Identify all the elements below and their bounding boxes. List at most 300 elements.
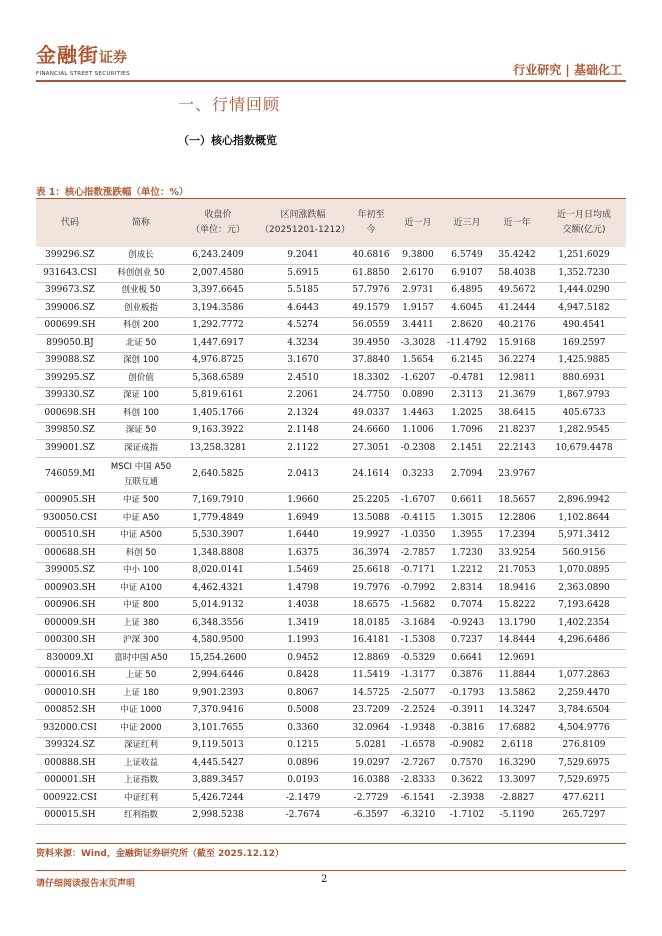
value-cell: 0.8428 — [258, 667, 348, 685]
value-cell: 41.2444 — [492, 300, 542, 318]
value-cell: 24.7750 — [348, 387, 394, 405]
index-code-cell: 000010.SH — [36, 685, 104, 703]
value-cell: -3.1684 — [394, 615, 442, 633]
index-name-cell: 富时中国 A50 — [104, 650, 178, 668]
table-row — [36, 370, 626, 388]
value-cell: -11.4792 — [442, 335, 492, 353]
value-cell: 5,014.9132 — [178, 597, 258, 615]
value-cell: 6.5749 — [442, 247, 492, 265]
table-row — [36, 685, 626, 703]
index-performance-table — [36, 199, 626, 825]
index-code-cell: 000905.SH — [36, 492, 104, 510]
value-cell: -2.7857 — [394, 545, 442, 563]
value-cell: 3,784.6504 — [542, 702, 626, 720]
value-cell: -0.3911 — [442, 702, 492, 720]
value-cell: 2.7094 — [442, 457, 492, 492]
value-cell: 9.2041 — [258, 247, 348, 265]
value-cell: 27.3051 — [348, 440, 394, 458]
index-name-cell: 科创 100 — [104, 405, 178, 423]
index-code-cell: 399673.SZ — [36, 282, 104, 300]
table-header-row — [36, 199, 626, 247]
value-cell: 35.4242 — [492, 247, 542, 265]
index-code-cell: 399296.SZ — [36, 247, 104, 265]
value-cell: -1.5682 — [394, 597, 442, 615]
value-cell: 5,426.7244 — [178, 790, 258, 808]
value-cell: 6,348.3556 — [178, 615, 258, 633]
value-cell: -6.3210 — [394, 807, 442, 825]
value-cell: 4.6045 — [442, 300, 492, 318]
value-cell: 1.6440 — [258, 527, 348, 545]
value-cell: -6.1541 — [394, 790, 442, 808]
value-cell: 15.8222 — [492, 597, 542, 615]
value-cell: 39.4950 — [348, 335, 394, 353]
table-row — [36, 265, 626, 283]
index-code-cell: 000906.SH — [36, 597, 104, 615]
value-cell: -1.6707 — [394, 492, 442, 510]
value-cell: 1.4463 — [394, 405, 442, 423]
value-cell: 3,101.7655 — [178, 720, 258, 738]
value-cell: 25.2205 — [348, 492, 394, 510]
index-name-cell: MSCI 中国 A50 互联互通 — [104, 457, 178, 492]
value-cell: 2.1324 — [258, 405, 348, 423]
value-cell: 2.1148 — [258, 422, 348, 440]
index-name-cell: 创价值 — [104, 370, 178, 388]
index-code-cell: 930050.CSI — [36, 510, 104, 528]
value-cell: 12.9811 — [492, 370, 542, 388]
value-cell: 2,259.4470 — [542, 685, 626, 703]
value-cell: 13,258.3281 — [178, 440, 258, 458]
value-cell: 12.2806 — [492, 510, 542, 528]
index-code-cell: 000009.SH — [36, 615, 104, 633]
value-cell: 19.9927 — [348, 527, 394, 545]
value-cell: 13.1790 — [492, 615, 542, 633]
value-cell: 0.6611 — [442, 492, 492, 510]
index-name-cell: 北证 50 — [104, 335, 178, 353]
value-cell: 2,640.5825 — [178, 457, 258, 492]
value-cell: 15.9168 — [492, 335, 542, 353]
value-cell: 12.8869 — [348, 650, 394, 668]
index-code-cell: 000699.SH — [36, 317, 104, 335]
value-cell: 4,947.5182 — [542, 300, 626, 318]
table-row — [36, 790, 626, 808]
value-cell: -0.4781 — [442, 370, 492, 388]
value-cell: 0.3360 — [258, 720, 348, 738]
value-cell: 3,194.3586 — [178, 300, 258, 318]
value-cell: 7,169.7910 — [178, 492, 258, 510]
value-cell: 14.5725 — [348, 685, 394, 703]
table-row — [36, 440, 626, 458]
value-cell: 0.0193 — [258, 772, 348, 790]
value-cell: -2.8333 — [394, 772, 442, 790]
section-title: 一、行情回顾 — [178, 95, 281, 114]
value-cell: 5.6915 — [258, 265, 348, 283]
value-cell: -2.3938 — [442, 790, 492, 808]
index-code-cell: 000903.SH — [36, 580, 104, 598]
value-cell: 7,370.9416 — [178, 702, 258, 720]
value-cell: 24.1614 — [348, 457, 394, 492]
column-header: 年初至 今 — [348, 199, 394, 247]
value-cell: 5,819.6161 — [178, 387, 258, 405]
value-cell: 1.4798 — [258, 580, 348, 598]
value-cell — [542, 457, 626, 492]
value-cell: 1.6949 — [258, 510, 348, 528]
value-cell: 58.4038 — [492, 265, 542, 283]
index-code-cell: 000688.SH — [36, 545, 104, 563]
table-row — [36, 615, 626, 633]
table-row — [36, 737, 626, 755]
index-name-cell: 红利指数 — [104, 807, 178, 825]
table-row — [36, 580, 626, 598]
index-name-cell: 深证 50 — [104, 422, 178, 440]
value-cell: 11.5419 — [348, 667, 394, 685]
index-code-cell: 000922.CSI — [36, 790, 104, 808]
value-cell: 2.3113 — [442, 387, 492, 405]
value-cell: 2.8620 — [442, 317, 492, 335]
table-row — [36, 667, 626, 685]
value-cell: 8,020.0141 — [178, 562, 258, 580]
value-cell: 1.9660 — [258, 492, 348, 510]
footer-divider — [36, 870, 626, 871]
value-cell: 9,901.2393 — [178, 685, 258, 703]
value-cell: 14.3247 — [492, 702, 542, 720]
value-cell: -0.1793 — [442, 685, 492, 703]
value-cell: -2.2524 — [394, 702, 442, 720]
index-name-cell: 上证 50 — [104, 667, 178, 685]
value-cell: 2.1451 — [442, 440, 492, 458]
value-cell: -2.7729 — [348, 790, 394, 808]
report-category: 行业研究 | 基础化工 — [513, 63, 622, 77]
value-cell: 5,368.6589 — [178, 370, 258, 388]
value-cell: -2.7674 — [258, 807, 348, 825]
value-cell: 0.0896 — [258, 755, 348, 773]
value-cell: 1,867.9793 — [542, 387, 626, 405]
value-cell: 1.1993 — [258, 632, 348, 650]
index-name-cell: 创成长 — [104, 247, 178, 265]
value-cell: 6,243.2409 — [178, 247, 258, 265]
value-cell: 0.0890 — [394, 387, 442, 405]
value-cell: 1.2212 — [442, 562, 492, 580]
value-cell: 23.7209 — [348, 702, 394, 720]
source-divider — [36, 843, 626, 844]
value-cell: 49.5672 — [492, 282, 542, 300]
index-code-cell: 932000.CSI — [36, 720, 104, 738]
value-cell: 0.3233 — [394, 457, 442, 492]
index-name-cell: 科创 200 — [104, 317, 178, 335]
table-row — [36, 300, 626, 318]
value-cell: 4,462.4321 — [178, 580, 258, 598]
value-cell: 18.5657 — [492, 492, 542, 510]
value-cell: 2.6170 — [394, 265, 442, 283]
index-code-cell: 000015.SH — [36, 807, 104, 825]
value-cell: -0.4115 — [394, 510, 442, 528]
value-cell: 9,163.3922 — [178, 422, 258, 440]
value-cell: 4.5274 — [258, 317, 348, 335]
index-name-cell: 中证 A50 — [104, 510, 178, 528]
value-cell: 1,077.2863 — [542, 667, 626, 685]
index-name-cell: 深证成指 — [104, 440, 178, 458]
index-name-cell: 中证红利 — [104, 790, 178, 808]
value-cell: 6.9107 — [442, 265, 492, 283]
value-cell: -5.1190 — [492, 807, 542, 825]
value-cell: 3,889.3457 — [178, 772, 258, 790]
index-code-cell: 000888.SH — [36, 755, 104, 773]
value-cell: 2.9731 — [394, 282, 442, 300]
value-cell: 33.9254 — [492, 545, 542, 563]
sub-title: （一）核心指数概览 — [178, 134, 277, 147]
value-cell: 1.3955 — [442, 527, 492, 545]
value-cell: 6.2145 — [442, 352, 492, 370]
logo-english: FINANCIAL STREET SECURITIES — [36, 71, 130, 77]
value-cell: 276.8109 — [542, 737, 626, 755]
data-source: 资料来源：Wind，金融街证券研究所（截至 2025.12.12） — [36, 849, 284, 859]
value-cell: 0.7570 — [442, 755, 492, 773]
value-cell: 2.0413 — [258, 457, 348, 492]
value-cell: 1.2025 — [442, 405, 492, 423]
value-cell: 5,530.3907 — [178, 527, 258, 545]
value-cell: 0.9452 — [258, 650, 348, 668]
table-row — [36, 755, 626, 773]
index-code-cell: 399324.SZ — [36, 737, 104, 755]
value-cell: 23.9767 — [492, 457, 542, 492]
value-cell: -0.9082 — [442, 737, 492, 755]
index-name-cell: 中证 A500 — [104, 527, 178, 545]
index-name-cell: 中证 800 — [104, 597, 178, 615]
value-cell: -1.5308 — [394, 632, 442, 650]
value-cell: 49.0337 — [348, 405, 394, 423]
value-cell: 4,296.6486 — [542, 632, 626, 650]
value-cell: 0.8067 — [258, 685, 348, 703]
table-caption: 表 1：核心指数涨跌幅（单位：%） — [36, 187, 189, 198]
column-header: 近一年 — [492, 199, 542, 247]
table-row — [36, 527, 626, 545]
column-header: 简称 — [104, 199, 178, 247]
value-cell: 16.4181 — [348, 632, 394, 650]
value-cell: 490.4541 — [542, 317, 626, 335]
value-cell: -1.6578 — [394, 737, 442, 755]
value-cell: 2,994.6446 — [178, 667, 258, 685]
value-cell: 7,529.6975 — [542, 755, 626, 773]
value-cell: 3.4411 — [394, 317, 442, 335]
value-cell: 14.8444 — [492, 632, 542, 650]
index-code-cell: 000016.SH — [36, 667, 104, 685]
value-cell: 36.3974 — [348, 545, 394, 563]
value-cell: 36.2274 — [492, 352, 542, 370]
value-cell: 12.9691 — [492, 650, 542, 668]
value-cell — [542, 650, 626, 668]
table-row — [36, 702, 626, 720]
value-cell: 9.3800 — [394, 247, 442, 265]
value-cell: 1.5654 — [394, 352, 442, 370]
value-cell: 19.0297 — [348, 755, 394, 773]
value-cell: 18.6575 — [348, 597, 394, 615]
value-cell: 1,251.6029 — [542, 247, 626, 265]
value-cell: 0.3622 — [442, 772, 492, 790]
value-cell: 15,254.2600 — [178, 650, 258, 668]
value-cell: 1,292.7772 — [178, 317, 258, 335]
column-header: 近三月 — [442, 199, 492, 247]
value-cell: 265.7297 — [542, 807, 626, 825]
logo-text: 金融街证券 — [36, 43, 127, 67]
value-cell: 1,282.9545 — [542, 422, 626, 440]
table-row — [36, 282, 626, 300]
value-cell: 2,896.9942 — [542, 492, 626, 510]
value-cell: 13.5862 — [492, 685, 542, 703]
value-cell: -2.1479 — [258, 790, 348, 808]
value-cell: 4,580.9500 — [178, 632, 258, 650]
index-name-cell: 沪深 300 — [104, 632, 178, 650]
column-header: 代码 — [36, 199, 104, 247]
value-cell: -0.3816 — [442, 720, 492, 738]
value-cell: 169.2597 — [542, 335, 626, 353]
value-cell: -1.7102 — [442, 807, 492, 825]
value-cell: 0.7237 — [442, 632, 492, 650]
value-cell: 18.3302 — [348, 370, 394, 388]
value-cell: 0.1215 — [258, 737, 348, 755]
value-cell: 19.7976 — [348, 580, 394, 598]
value-cell: 0.3876 — [442, 667, 492, 685]
index-code-cell: 000852.SH — [36, 702, 104, 720]
index-code-cell: 931643.CSI — [36, 265, 104, 283]
value-cell: -0.2308 — [394, 440, 442, 458]
index-code-cell: 399006.SZ — [36, 300, 104, 318]
table-row — [36, 422, 626, 440]
index-name-cell: 深创 100 — [104, 352, 178, 370]
index-name-cell: 上证 180 — [104, 685, 178, 703]
value-cell: -2.5077 — [394, 685, 442, 703]
value-cell: 61.8850 — [348, 265, 394, 283]
index-code-cell: 746059.MI — [36, 457, 104, 492]
value-cell: 1,102.8644 — [542, 510, 626, 528]
table-row — [36, 772, 626, 790]
value-cell: 18.9416 — [492, 580, 542, 598]
table-row — [36, 335, 626, 353]
table-row — [36, 247, 626, 265]
value-cell: 21.8237 — [492, 422, 542, 440]
value-cell: -1.6207 — [394, 370, 442, 388]
value-cell: 0.5008 — [258, 702, 348, 720]
value-cell: 4,445.5427 — [178, 755, 258, 773]
value-cell: 56.0559 — [348, 317, 394, 335]
value-cell: 2.6118 — [492, 737, 542, 755]
value-cell: 6.4895 — [442, 282, 492, 300]
value-cell: 1.9157 — [394, 300, 442, 318]
table-row — [36, 492, 626, 510]
index-code-cell: 399295.SZ — [36, 370, 104, 388]
company-logo — [36, 44, 196, 80]
value-cell: 1,348.8808 — [178, 545, 258, 563]
value-cell: 1,444.0290 — [542, 282, 626, 300]
index-code-cell: 399088.SZ — [36, 352, 104, 370]
value-cell: 57.7976 — [348, 282, 394, 300]
table-row — [36, 457, 626, 492]
table-row — [36, 807, 626, 825]
table-row — [36, 597, 626, 615]
table-row — [36, 352, 626, 370]
value-cell: 21.7053 — [492, 562, 542, 580]
value-cell: 17.6882 — [492, 720, 542, 738]
page-number: 2 — [321, 874, 328, 885]
value-cell: 13.3097 — [492, 772, 542, 790]
index-name-cell: 科创创业 50 — [104, 265, 178, 283]
value-cell: 21.3679 — [492, 387, 542, 405]
table-row — [36, 510, 626, 528]
column-header: 近一月 — [394, 199, 442, 247]
value-cell: -1.9348 — [394, 720, 442, 738]
table-row — [36, 545, 626, 563]
value-cell: 0.6641 — [442, 650, 492, 668]
index-code-cell: 399850.SZ — [36, 422, 104, 440]
table-row — [36, 317, 626, 335]
value-cell: 25.6618 — [348, 562, 394, 580]
value-cell: 4,976.8725 — [178, 352, 258, 370]
index-code-cell: 000300.SH — [36, 632, 104, 650]
value-cell: 18.0185 — [348, 615, 394, 633]
value-cell: 1,070.0895 — [542, 562, 626, 580]
value-cell: 1.6375 — [258, 545, 348, 563]
value-cell: 9,119.5013 — [178, 737, 258, 755]
value-cell: 7,193.6428 — [542, 597, 626, 615]
index-name-cell: 创业板指 — [104, 300, 178, 318]
value-cell: 477.6211 — [542, 790, 626, 808]
index-code-cell: 399001.SZ — [36, 440, 104, 458]
table-row — [36, 405, 626, 423]
value-cell: -2.7267 — [394, 755, 442, 773]
value-cell: 32.0964 — [348, 720, 394, 738]
value-cell: 10,679.4478 — [542, 440, 626, 458]
value-cell: 1.3419 — [258, 615, 348, 633]
value-cell: 2.2061 — [258, 387, 348, 405]
value-cell: 1,402.2354 — [542, 615, 626, 633]
value-cell: 40.6816 — [348, 247, 394, 265]
value-cell: 38.6415 — [492, 405, 542, 423]
index-code-cell: 399005.SZ — [36, 562, 104, 580]
value-cell: 16.0388 — [348, 772, 394, 790]
value-cell: 1.4038 — [258, 597, 348, 615]
value-cell: 2,007.4580 — [178, 265, 258, 283]
index-code-cell: 000001.SH — [36, 772, 104, 790]
value-cell: -0.7992 — [394, 580, 442, 598]
index-name-cell: 中证 1000 — [104, 702, 178, 720]
value-cell: 1,352.7230 — [542, 265, 626, 283]
index-code-cell: 899050.BJ — [36, 335, 104, 353]
table-body — [36, 247, 626, 825]
value-cell: 40.2176 — [492, 317, 542, 335]
value-cell: 1.7096 — [442, 422, 492, 440]
value-cell: 49.1579 — [348, 300, 394, 318]
value-cell: 1.1006 — [394, 422, 442, 440]
value-cell: 405.6733 — [542, 405, 626, 423]
value-cell: 0.7074 — [442, 597, 492, 615]
value-cell: 1.5469 — [258, 562, 348, 580]
column-header: 区间涨跌幅 （20251201-1212） — [258, 199, 348, 247]
table-row — [36, 387, 626, 405]
value-cell: 2.8314 — [442, 580, 492, 598]
value-cell: 22.2143 — [492, 440, 542, 458]
column-header: 近一月日均成 交额(亿元) — [542, 199, 626, 247]
index-name-cell: 上证指数 — [104, 772, 178, 790]
value-cell: -1.0350 — [394, 527, 442, 545]
value-cell: 1,405.1766 — [178, 405, 258, 423]
index-name-cell: 创业板 50 — [104, 282, 178, 300]
value-cell: -0.9243 — [442, 615, 492, 633]
value-cell: 4,504.9776 — [542, 720, 626, 738]
value-cell: -2.8827 — [492, 790, 542, 808]
value-cell: 1,425.9885 — [542, 352, 626, 370]
value-cell: 11.8844 — [492, 667, 542, 685]
index-name-cell: 中证 500 — [104, 492, 178, 510]
value-cell: 5.5185 — [258, 282, 348, 300]
value-cell: 2.1122 — [258, 440, 348, 458]
